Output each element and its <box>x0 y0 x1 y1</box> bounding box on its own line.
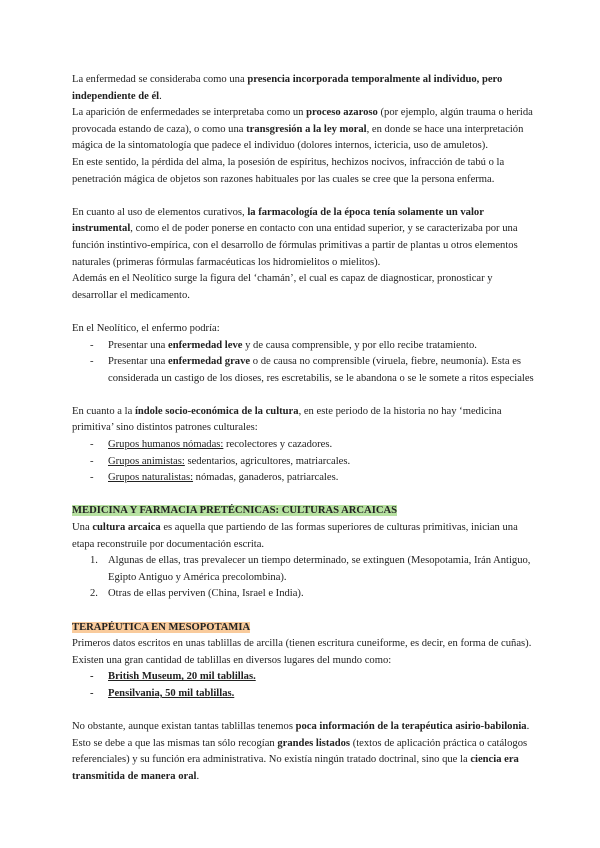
list-item: 1. Algunas de ellas, tras prevalecer un tiempo determinado, se extinguen (Mesopotamia, Irán Antiguo, Egipto Antiguo y América precolombina). <box>90 555 531 583</box>
paragraph-curative-elements: En cuanto al uso de elementos curativos, la farmacología de la época tenía solamente un valor instrumental, como el de poder ponerse en contacto con una entidad superior, y se caracterizaba por una función instintivo-empírica, con el desarrollo de fórmulas primitivas a partir de plantas u otros elementos naturales (primeras fórmulas farmacéuticas los hidromielitos o mielitos). <box>72 206 518 268</box>
bold-phrase: presencia incorporada temporalmente al individuo, pero independiente de él <box>72 74 503 102</box>
paragraph-socio-economic: En cuanto a la índole socio-económica de la cultura, en este periodo de la historia no hay ‘medicina primitiva’ sino distintos patrones culturales: <box>72 405 502 434</box>
document-page <box>72 72 534 786</box>
number-marker: 1. <box>90 555 98 567</box>
paragraph-neolithic-patient: En el Neolítico, el enfermo podría: <box>72 322 220 334</box>
list-item: - Grupos naturalistas: nómadas, ganaderos, patriarcales. <box>72 470 534 487</box>
dash-marker: - <box>90 671 94 683</box>
list-item: 2. Otras de ellas perviven (China, Israel e India). <box>72 586 534 603</box>
dash-marker: - <box>90 687 94 699</box>
archaic-cultures-list <box>72 553 534 603</box>
dash-marker: - <box>90 439 94 451</box>
dash-marker: - <box>90 455 94 467</box>
tablets-list <box>72 669 534 702</box>
paragraph-tablets: Primeros datos escritos en unas tablillas de arcilla (tienen escritura cuneiforme, es decir, en forma de cuñas). Existen una gran cantidad de tablillas en diversos lugares del mundo como: <box>72 638 532 666</box>
spacer <box>72 603 534 620</box>
paragraph-disease-concept: La enfermedad se consideraba como una presencia incorporada temporalmente al individuo, pero independiente de él. <box>72 74 503 102</box>
paragraph-shaman: Además en el Neolítico surge la figura del ‘chamán’, el cual es capaz de diagnosticar, pronosticar y desarrollar el medicamento. <box>72 273 493 301</box>
list-item: - British Museum, 20 mil tablillas. <box>72 669 534 686</box>
bold-phrase: proceso azaroso <box>306 107 378 119</box>
bold-phrase: la farmacología de la época tenía solamente un valor instrumental <box>72 206 484 235</box>
dash-marker: - <box>90 356 94 368</box>
bold-phrase: cultura arcaica <box>92 522 161 534</box>
spacer <box>72 387 534 404</box>
spacer <box>72 188 534 205</box>
spacer <box>72 487 534 504</box>
paragraph-little-information: No obstante, aunque existan tantas tablillas tenemos poca información de la terapéutica asirio-babilonia. Esto se debe a que las mismas tan sólo recogían grandes listados (textos de aplicación práctica o catálogos referenciales) y su función era administrativa. No existía ningún tratado doctrinal, sino que la ciencia era transmitida de manera oral. <box>72 721 530 782</box>
bold-phrase: transgresión a la ley moral <box>246 123 367 135</box>
bold-phrase: ciencia era transmitida de manera oral <box>72 754 519 782</box>
number-marker: 2. <box>90 588 98 600</box>
list-item: - Grupos animistas: sedentarios, agricultores, matriarcales. <box>72 454 534 471</box>
section-heading-archaic-cultures: MEDICINA Y FARMACIA PRETÉCNICAS: CULTURAS ARCAICAS <box>72 505 398 517</box>
bold-phrase: índole socio-económica de la cultura <box>134 405 299 417</box>
cultural-patterns-list <box>72 437 534 487</box>
spacer <box>72 703 534 720</box>
patient-list <box>72 338 534 388</box>
paragraph-disease-origin: La aparición de enfermedades se interpretaba como un proceso azaroso (por ejemplo, algún trauma o herida provocada estando de caza), o como una transgresión a la ley moral, en donde se hace una interpretación mágica de la sintomatología que padece el individuo (dolores internos, ictericia, uso de amuletos). <box>72 107 533 152</box>
list-item: - Grupos humanos nómadas: recolectores y cazadores. <box>72 437 534 454</box>
list-item: - Presentar una enfermedad grave o de causa no comprensible (viruela, fiebre, neumonía). Esta es considerada un castigo de los dioses, res escretabilis, se le abandona o se le somete a ritos especiales <box>90 356 534 384</box>
dash-marker: - <box>90 339 94 351</box>
section-heading-mesopotamia: TERAPÉUTICA EN MESOPOTAMIA <box>72 621 251 633</box>
bold-phrase: poca información de la terapéutica asirio-babilonia <box>295 721 527 733</box>
bold-phrase: grandes listados <box>277 737 351 749</box>
list-item: - Pensilvania, 50 mil tablillas. <box>72 686 534 703</box>
paragraph-archaic-culture: Una cultura arcaica es aquella que partiendo de las formas superiores de culturas primitivas, inician una etapa reconstruile por documentación escrita. <box>72 522 518 550</box>
spacer <box>72 304 534 321</box>
list-item: - Presentar una enfermedad leve y de causa comprensible, y por ello recibe tratamiento. <box>72 338 534 355</box>
dash-marker: - <box>90 472 94 484</box>
paragraph-causes: En este sentido, la pérdida del alma, la posesión de espíritus, hechizos nocivos, infracción de tabú o la penetración mágica de objetos son razones habituales por las cuales se cree que la persona enferma. <box>72 156 505 185</box>
